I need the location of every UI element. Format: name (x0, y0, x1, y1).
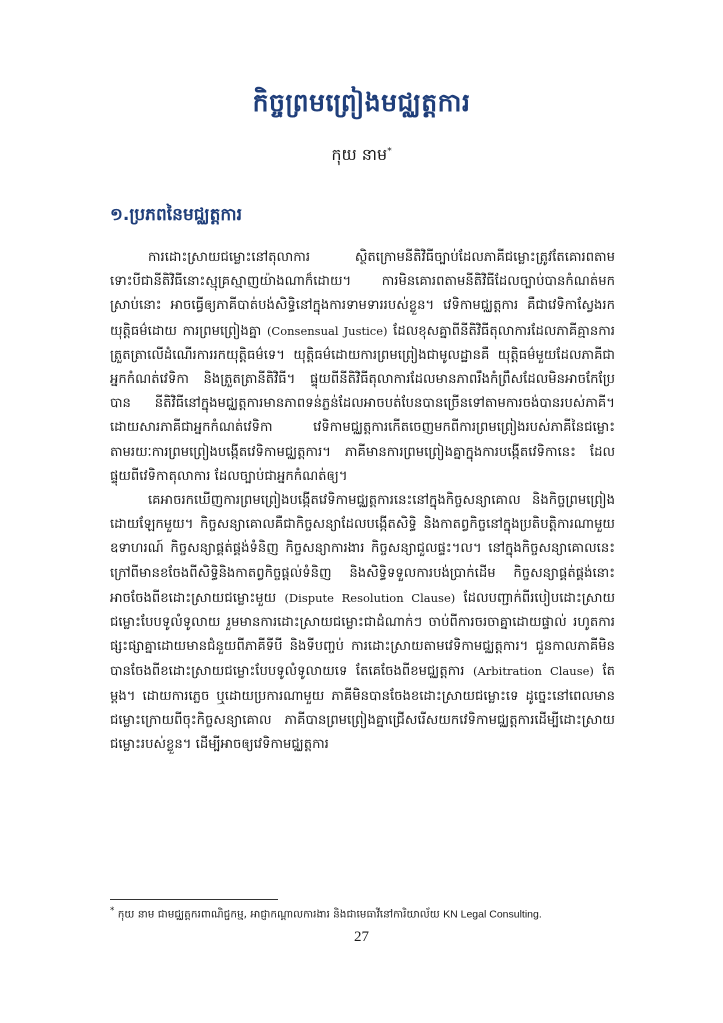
paragraph-2-latin-term-1: (Dispute Resolution Clause) (284, 590, 456, 605)
paragraph-1 (110, 246, 615, 489)
paragraph-2-text-b: ដែលបញ្ជាក់ពីរបៀបដោះស្រាយជម្លោះបែបទូលំទូលាយ រួមមានការដោះស្រាយជម្លោះជាដំណាក់ៗ ចាប់ពីការចរចាគ្នាដោយផ្ទាល់ រហូតការផ្សះផ្សាគ្នាដោយមានជំនួយពីភាគីទីបី និងទីបញ្ចប់ ការដោះស្រាយតាមវេទិកាមជ្ឈត្តការ។ ជួនកាលភាគីមិនបានចែងពីខដោះស្រាយជម្លោះបែបទូលំទូលាយទេ តែគេចែងពីខមជ្ឈត្តការ (110, 590, 615, 680)
footnote-text: កុយ នាម ជាមជ្ឈត្តករពាណិជ្ជកម្ម, អាជ្ញាកណ្តាលការងារ និងជាមេធាវីនៅការិយាល័យ (117, 908, 440, 921)
footnote-latin: KN Legal Consulting. (443, 908, 542, 921)
author-line (0, 144, 723, 168)
footnote-divider (110, 899, 278, 900)
author-name: កុយ នាម (331, 145, 388, 164)
paragraph-2-text-c: តែម្តង។ ដោយការភ្លេច ឬដោយប្រការណាមួយ ភាគីមិនបានចែងខដោះស្រាយជម្លោះទេ ដូច្នេះនៅពេលមានជម្លោះក្រោយពីចុះកិច្ចសន្យាគោល ភាគីបានព្រមព្រៀងគ្នាជ្រើសរើសយកវេទិកាមជ្ឈត្តការដើម្បីដោះស្រាយជម្លោះរបស់ខ្លួន។ ដើម្បីអាចឲ្យវេទិកាមជ្ឈត្តការ (110, 664, 615, 753)
paragraph-2 (110, 489, 615, 757)
body-text (110, 246, 615, 757)
footnote-mark: * (110, 906, 115, 916)
author-footnote-mark: * (387, 146, 392, 157)
paragraph-1-text-b: ដែលខុសគ្នាពីនីតិវិធីតុលាការដែលភាគីគ្មានការត្រួតត្រាលើដំណើរការរកយុត្តិធម៌ទេ។ យុត្តិធម៌ដោយការព្រមព្រៀងជាមូលដ្ឋានគឺ យុត្តិធម៌មួយដែលភាគីជាអ្នកកំណត់វេទិកា និងត្រួតត្រានីតិវិធី។ ផ្ទុយពីនីតិវិធីតុលាការដែលមានភាពរឹងកំព្រឹសដែលមិនអាចកែប្រែបាន នីតិវិធីនៅក្នុងមជ្ឈត្តការមានភាពទន់ភ្លន់ដែលអាចបត់បែនបានច្រើនទៅតាមការចង់បានរបស់ភាគី។ ដោយសារភាគីជាអ្នកកំណត់វេទិកា វេទិកាមជ្ឈត្តការកើតចេញមកពីការព្រមព្រៀងរបស់ភាគីនៃជម្លោះ តាមរយៈការព្រមព្រៀងបង្កើតវេទិកាមជ្ឈត្តការ។ ភាគីមានការព្រមព្រៀងគ្នាក្នុងការបង្កើតវេទិកានេះ ដែលផ្ទុយពីវេទិកាតុលាការ ដែលច្បាប់ជាអ្នកកំណត់ឲ្យ។ (110, 323, 615, 484)
page-number: 27 (354, 929, 369, 945)
paragraph-1-text-a: ការដោះស្រាយជម្លោះនៅតុលាការ ស្ថិតក្រោមនីតិវិធីច្បាប់ដែលភាគីជម្លោះត្រូវតែគោរពតាម ទោះបីជានីតិវិធីនោះស្មុគ្រស្មាញយ៉ាងណាក៏ដោយ។ ការមិនគោរពតាមនីតិវិធីដែលច្បាប់បានកំណត់មកស្រាប់នោះ អាចធ្វើឲ្យភាគីបាត់បង់សិទ្ធិនៅក្នុងការទាមទាររបស់ខ្លួន។ វេទិកាមជ្ឈត្តការ គឺជាវេទិកាស្វែងរកយុត្តិធម៌ដោយ ការព្រមព្រៀងគ្នា (110, 250, 615, 339)
paragraph-1-latin-term: (Consensual Justice) (266, 323, 388, 338)
page-title: កិច្ចព្រមព្រៀងមជ្ឈត្តការ (252, 88, 471, 117)
paragraph-2-latin-term-2: (Arbitration Clause) (473, 664, 594, 679)
paragraph-2-text-a: គេអាចរកឃើញការព្រមព្រៀងបង្កើតវេទិកាមជ្ឈត្តការនេះនៅក្នុងកិច្ចសន្យាគោល និងកិច្ចព្រមព្រៀងដោយឡែកមួយ។ កិច្ចសន្យាគោលគឺជាកិច្ចសន្យាដែលបង្កើតសិទ្ធិ និងកាតព្វកិច្ចនៅក្នុងប្រតិបត្តិការណាមួយ ឧទាហរណ៍ កិច្ចសន្យាផ្គត់ផ្គង់ទំនិញ កិច្ចសន្យាការងារ កិច្ចសន្យាជួលផ្ទះ។ល។ នៅក្នុងកិច្ចសន្យាគោលនេះ ក្រៅពីមានខចែងពីសិទ្ធិនិងកាតព្វកិច្ចផ្តល់ទំនិញ និងសិទ្ធិទទួលការបង់ប្រាក់ដើម កិច្ចសន្យាផ្គត់ផ្គង់នោះអាចចែងពីខដោះស្រាយជម្លោះមួយ (110, 493, 615, 606)
footnote (110, 906, 630, 924)
section-heading: ១.ប្រភពនៃមជ្ឈត្តការ (110, 205, 242, 225)
